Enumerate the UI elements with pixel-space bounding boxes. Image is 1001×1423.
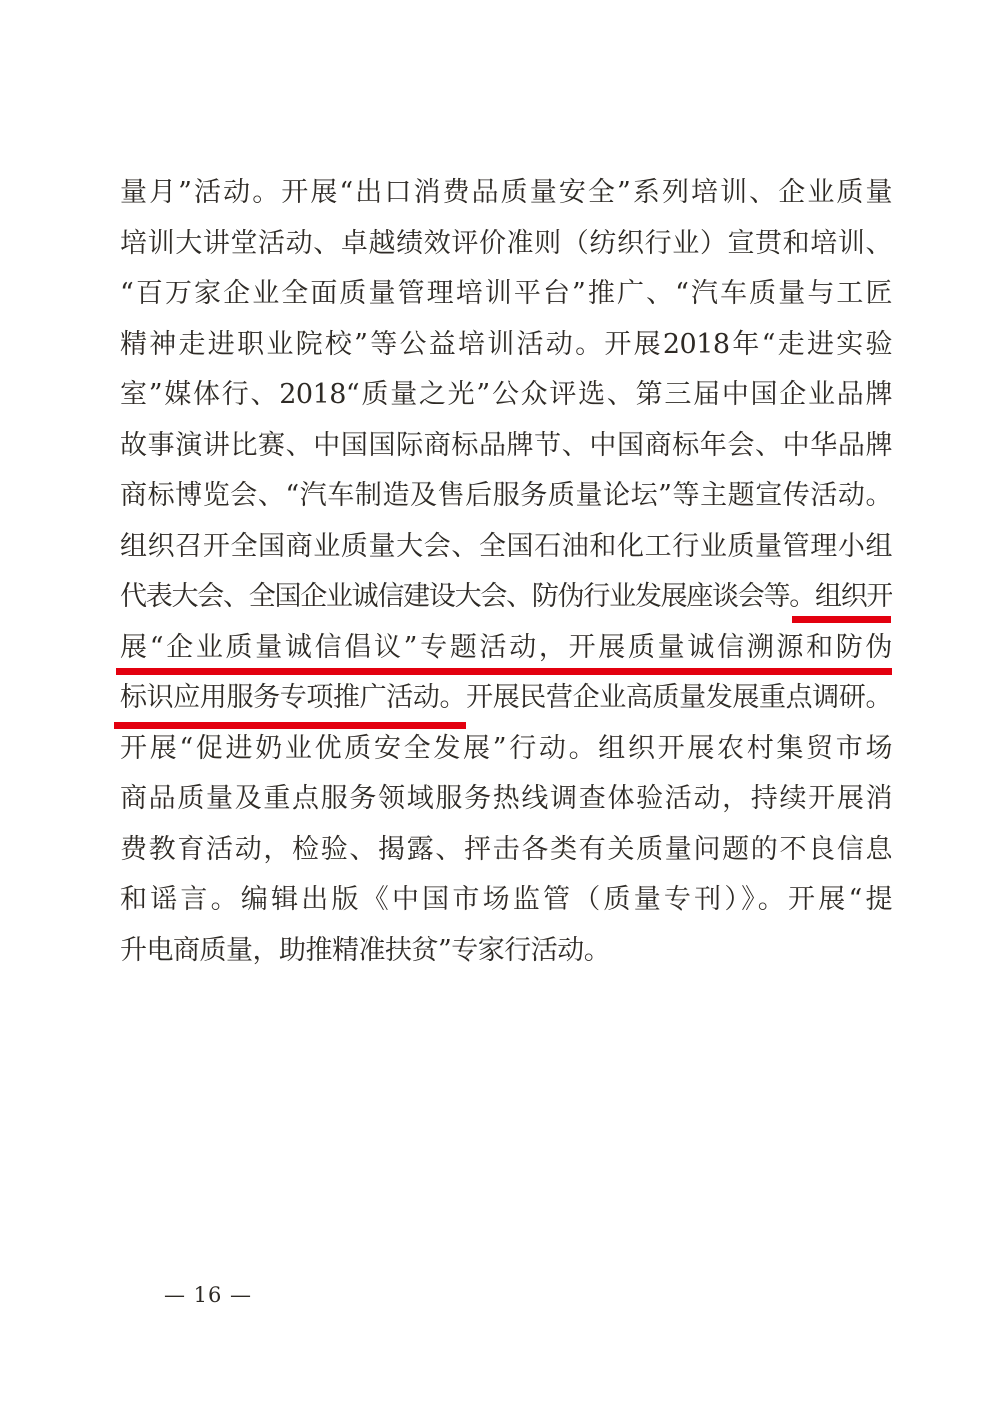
- text-line: 组织召开全国商业质量大会、全国石油和化工行业质量管理小组: [120, 530, 892, 562]
- text-line: 商品质量及重点服务领域服务热线调查体验活动，持续开展消: [120, 783, 892, 814]
- text-line: 和谣言。编辑出版《中国市场监管（质量专刊）》。开展“提: [120, 884, 892, 915]
- text-line: 展“企业质量诚信倡议”专题活动，开展质量诚信溯源和防伪: [120, 631, 892, 663]
- text-line: 代表大会、全国企业诚信建设大会、防伪行业发展座谈会等。组织开: [120, 581, 892, 612]
- red-underline: [114, 722, 466, 729]
- text-line: 商标博览会、“汽车制造及售后服务质量论坛”等主题宣传活动。: [120, 480, 892, 511]
- text-line: “百万家企业全面质量管理培训平台”推广、“汽车质量与工匠: [120, 278, 892, 309]
- text-line: 开展“促进奶业优质安全发展”行动。组织开展农村集贸市场: [120, 732, 892, 764]
- text-line: 升电商质量，助推精准扶贫”专家行活动。: [120, 934, 611, 966]
- text-line: 故事演讲比赛、中国国际商标品牌节、中国商标年会、中华品牌: [120, 429, 892, 461]
- text-line: 室”媒体行、2018“质量之光”公众评选、第三届中国企业品牌: [120, 379, 892, 410]
- text-line: 费教育活动，检验、揭露、抨击各类有关质量问题的不良信息: [120, 833, 892, 865]
- text-line: 培训大讲堂活动、卓越绩效评价准则（纺织行业）宣贯和培训、: [120, 227, 892, 259]
- text-line: 量月”活动。开展“出口消费品质量安全”系列培训、企业质量: [120, 177, 892, 208]
- text-line: 标识应用服务专项推广活动。开展民营企业高质量发展重点调研。: [120, 682, 892, 713]
- text-line: 精神走进职业院校”等公益培训活动。开展2018年“走进实验: [120, 328, 892, 360]
- paragraph-block: [120, 168, 892, 976]
- page-number: — 16 —: [163, 1283, 253, 1307]
- red-underline: [116, 668, 892, 675]
- red-underline: [792, 616, 891, 623]
